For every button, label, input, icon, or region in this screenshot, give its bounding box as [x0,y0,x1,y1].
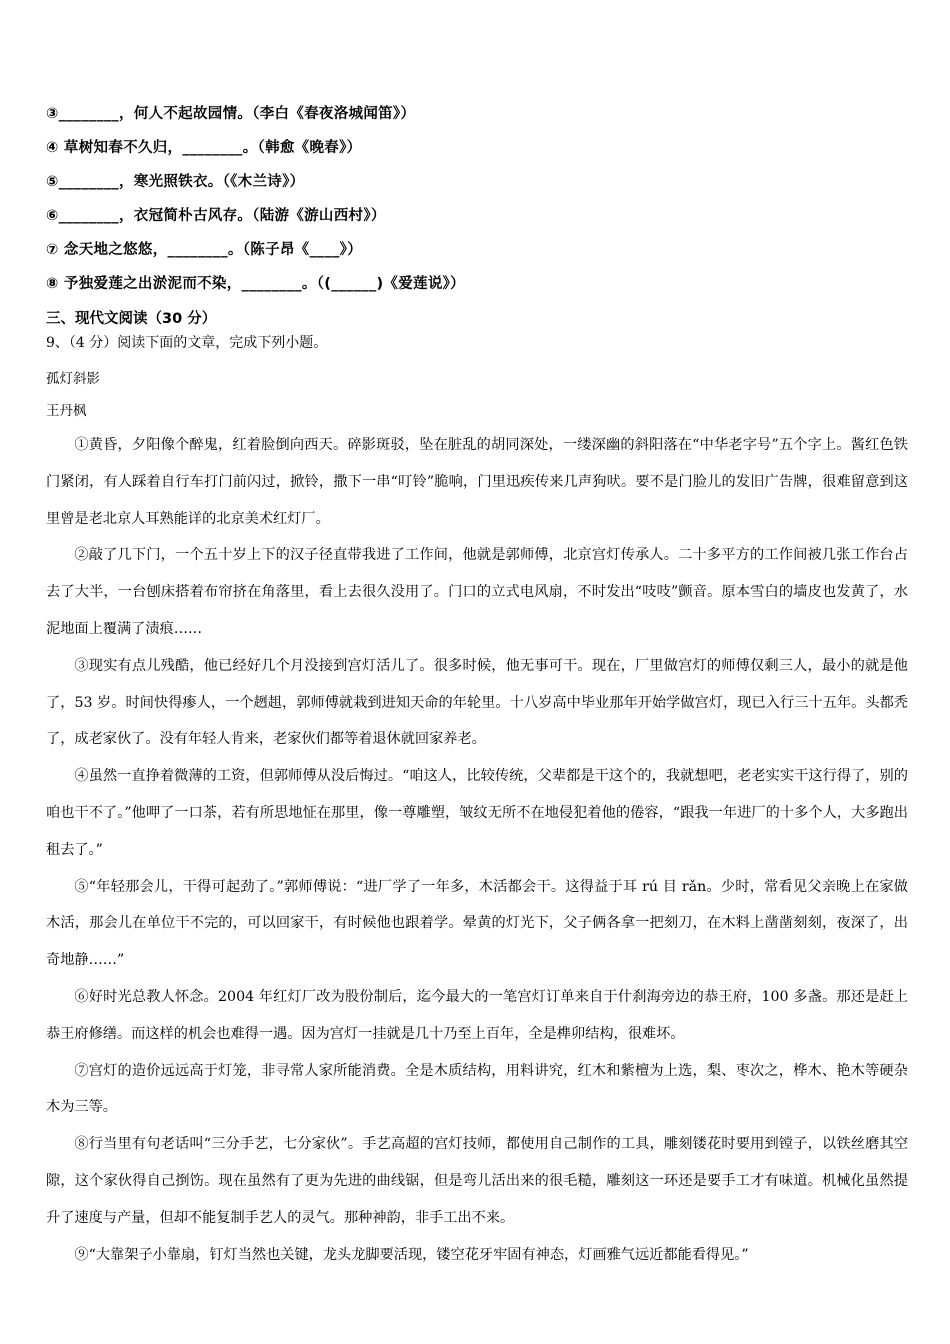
paragraph-1: ①黄昏，夕阳像个醉鬼，红着脸倒向西天。碎影斑驳，坠在脏乱的胡同深处，一缕深幽的斜阳落在“中华老字号”五个字上。酱红色铁门紧闭，有人踩着自行车打门前闪过，掀铃，撒下一串“叮铃”脆响，门里迅疾传来几声狗吠。要不是门脸儿的发旧广告牌，很难留意到这里曾是老北京人耳熟能详的北京美术红灯厂。 [46,437,908,527]
paragraph-8: ⑧行当里有句老话叫“三分手艺，七分家伙”。手艺高超的宫灯技师，都使用自己制作的工具，雕刻镂花时要用到镗子，以铁丝磨其空隙，这个家伙得自己捯饬。现在虽然有了更为先进的曲线锯，但是弯儿活出来的很毛糙，雕刻这一环还是要手工才有味道。机械化虽然提升了速度与产量，但却不能复制手艺人的灵气。那种神韵，非手工出不来。 [46,1136,908,1226]
poem-item-3: ③________，何人不起故园情。（李白《春夜洛城闻笛》） [46,106,416,122]
paragraph-5: ⑤“年轻那会儿，干得可起劲了。”郭师傅说：“进厂学了一年多，木活都会干。这得益于耳 rú 目 rǎn。少时，常看见父亲晚上在家做木活，那会儿在单位干不完的，可以回家干，有时候他也跟着学。晕黄的灯光下，父子俩各拿一把刻刀，在木料上凿凿刻刻，夜深了，出奇地静……” [46,878,908,969]
question-9-instruction: 9、（4 分）阅读下面的文章，完成下列小题。 [46,335,328,351]
poem-item-8: ⑧ 予独爱莲之出淤泥而不染，________。（(______)《爱莲说》） [46,276,465,292]
section-heading: 三、现代文阅读（30 分） [46,311,217,327]
paragraph-6: ⑥好时光总教人怀念。2004 年红灯厂改为股份制后，迄今最大的一笔宫灯订单来自于什刹海旁边的恭王府，100 多盏。那还是赶上恭王府修缮。而这样的机会也难得一遇。因为宫灯一挂就是几十乃至上百年，全是榫卯结构，很难坏。 [46,988,908,1042]
poem-item-6: ⑥________，衣冠简朴古风存。（陆游《游山西村》） [46,208,386,224]
article-body [46,427,908,1273]
article-author: 王丹枫 [46,403,87,419]
paragraph-2: ②敲了几下门，一个五十岁上下的汉子径直带我进了工作间，他就是郭师傅，北京宫灯传承人。二十多平方的工作间被几张工作台占去了大半，一台刨床搭着布帘挤在角落里，看上去很久没用了。门口的立式电风扇，不时发出“吱吱”颤音。原本雪白的墙皮也发黄了，水泥地面上覆满了渍痕…… [46,547,908,637]
poem-item-4: ④ 草树知春不久归，________。（韩愈《晚春》） [46,140,362,156]
poem-item-7: ⑦ 念天地之悠悠，________。（陈子昂《____》） [46,242,363,258]
paragraph-4: ④虽然一直挣着微薄的工资，但郭师傅从没后悔过。“咱这人，比较传统，父辈都是干这个的，我就想吧，老老实实干这行得了，别的咱也干不了。”他呷了一口茶，若有所思地怔在那里，像一尊雕塑，皱纹无所不在地侵犯着他的倦容，“跟我一年进厂的十多个人，大多跑出租去了。” [46,768,908,858]
paragraph-9: ⑨“大靠架子小靠扇，钉灯当然也关键，龙头龙脚要活现，镂空花牙牢固有神态，灯画雅气远近都能看得见。” [74,1246,749,1263]
paragraph-7: ⑦宫灯的造价远远高于灯笼，非寻常人家所能消费。全是木质结构，用料讲究，红木和紫檀为上选，梨、枣次之，桦木、艳木等硬杂木为三等。 [46,1062,908,1116]
paragraph-3: ③现实有点儿残酷，他已经好几个月没接到宫灯活儿了。很多时候，他无事可干。现在，厂里做宫灯的师傅仅剩三人，最小的就是他了，53 岁。时间快得瘆人，一个趔趄，郭师傅就栽到进知天命的年轮里。十八岁高中毕业那年开始学做宫灯，现已入行三十五年。头都秃了，成老家伙了。没有年轻人肯来，老家伙们都等着退休就回家养老。 [46,657,908,748]
article-title: 孤灯斜影 [46,371,100,387]
poem-item-5: ⑤________，寒光照铁衣。（《木兰诗》） [46,174,305,190]
